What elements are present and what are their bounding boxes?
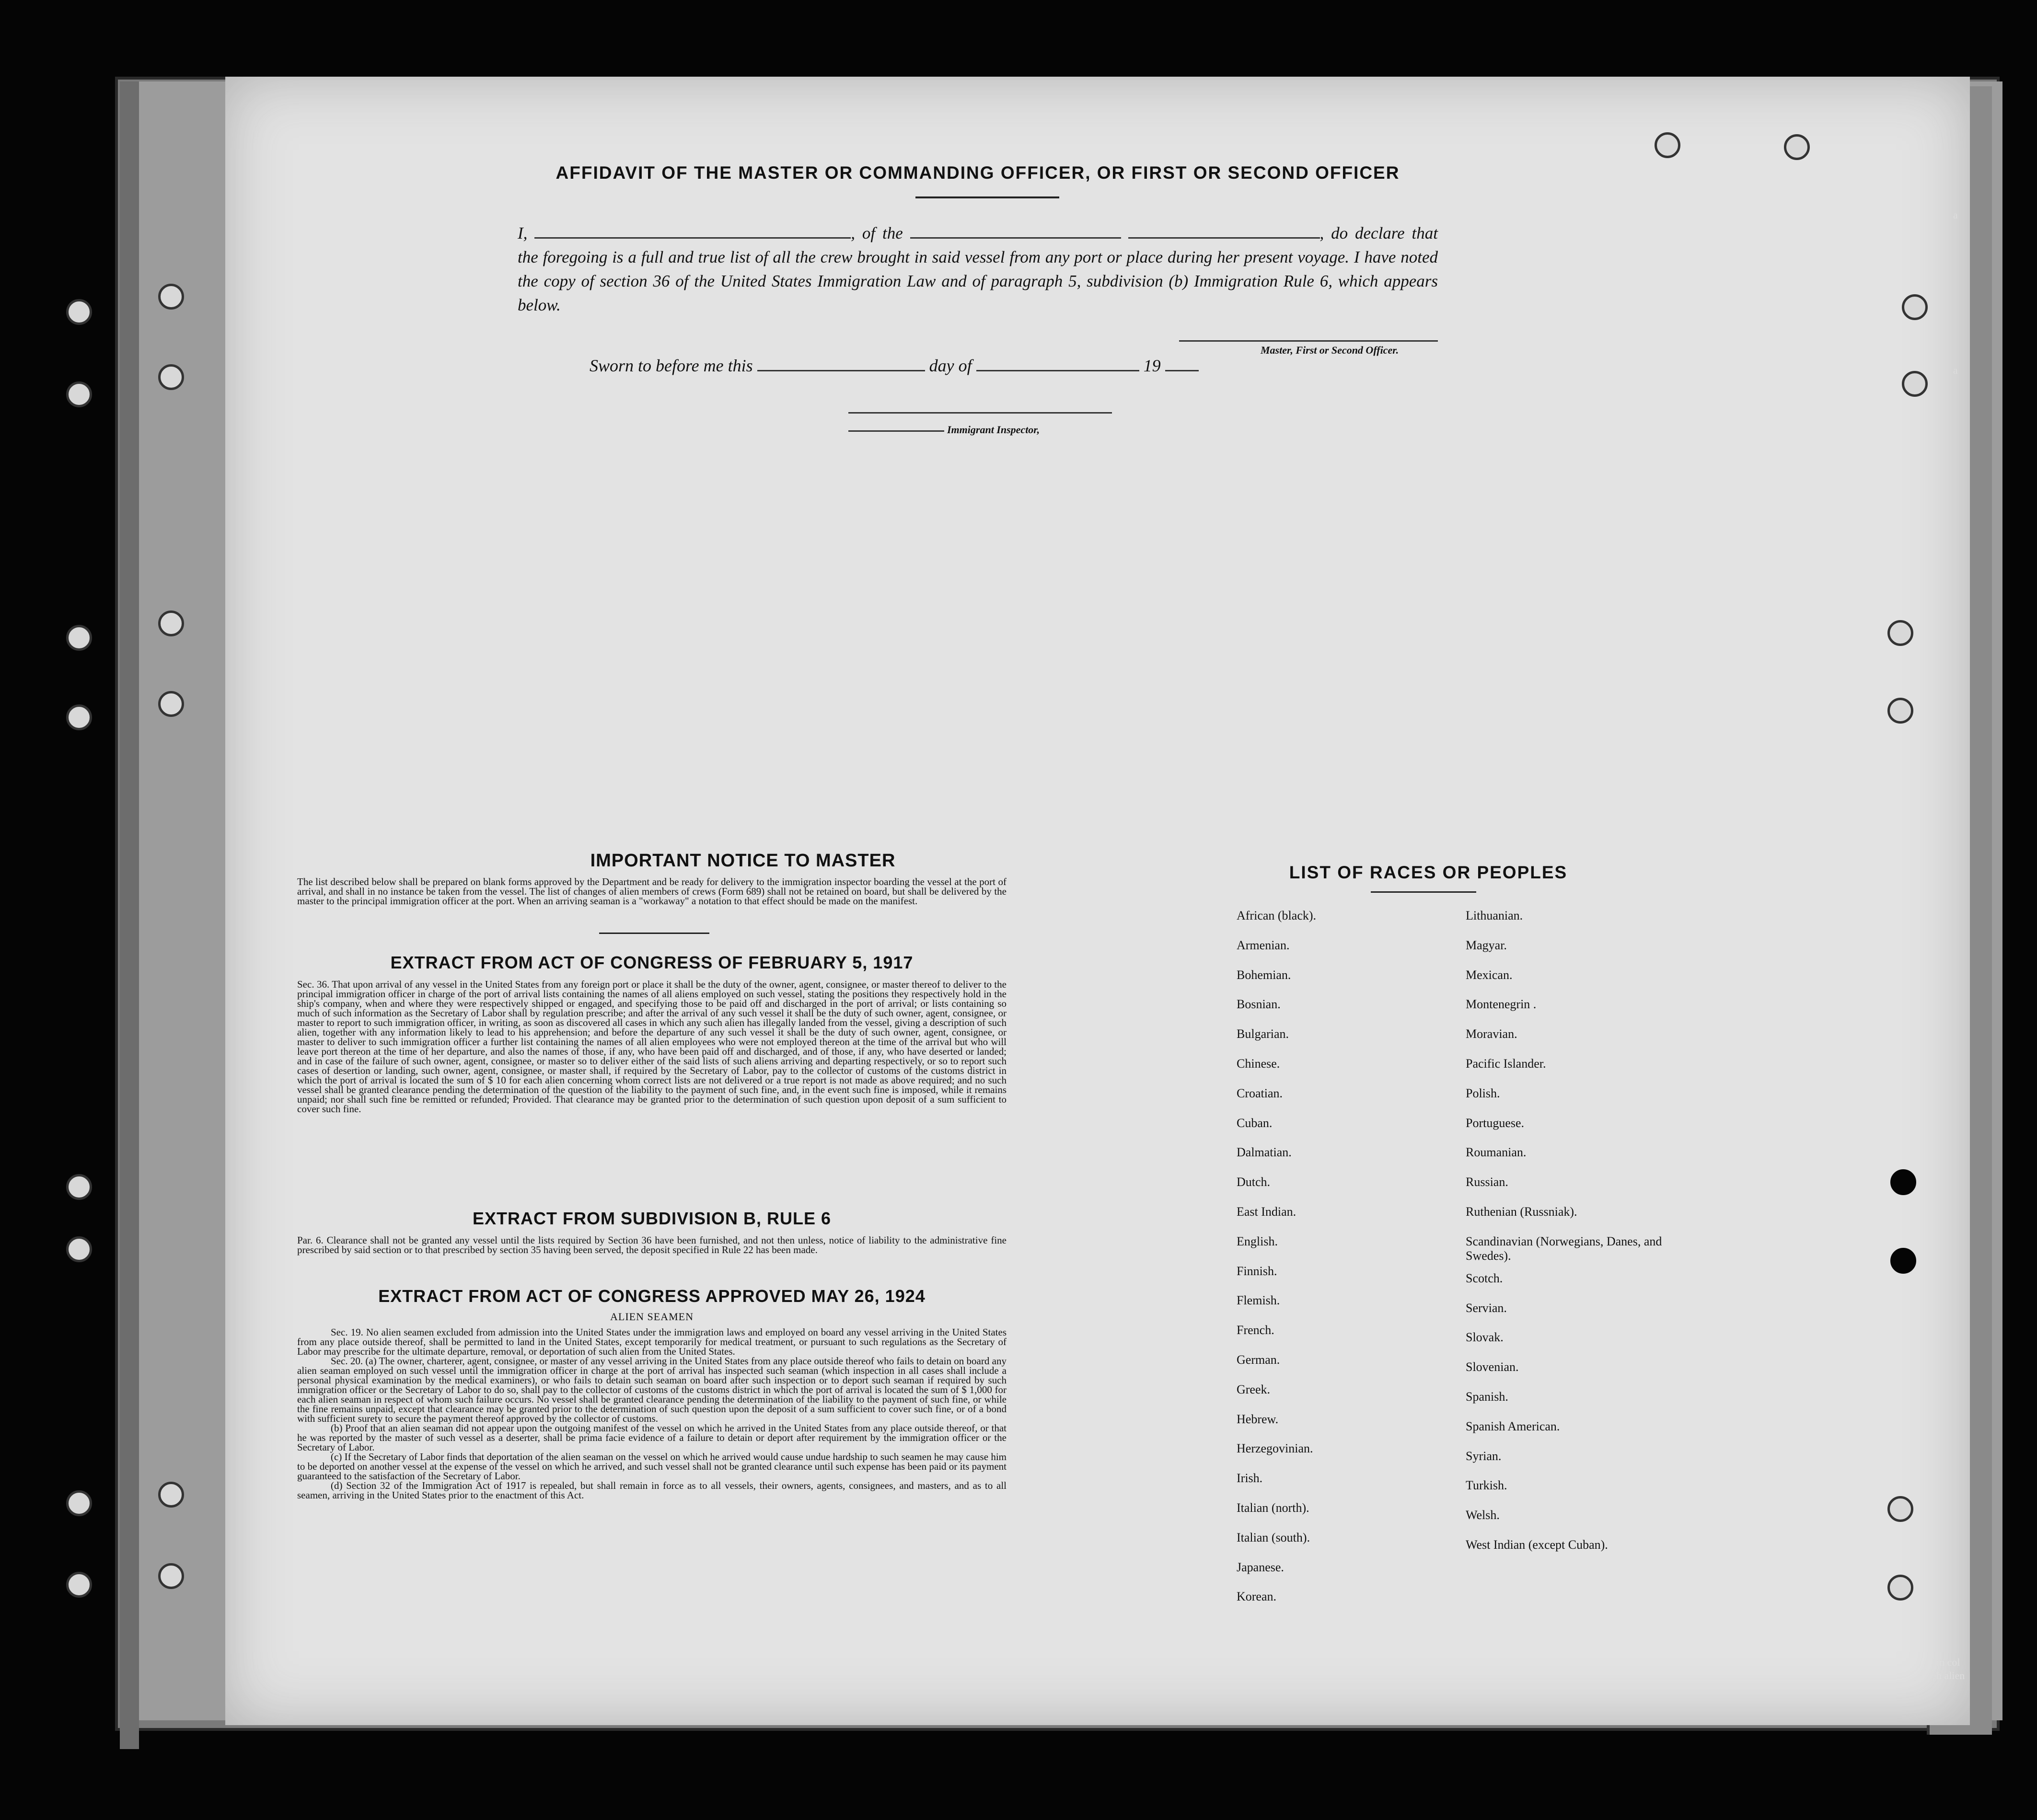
race-item: Croatian. — [1237, 1086, 1283, 1100]
name-field[interactable] — [534, 224, 851, 239]
race-item: Mexican. — [1466, 968, 1513, 982]
extract-rule6-title: EXTRACT FROM SUBDIVISION B, RULE 6 — [472, 1209, 832, 1228]
race-item: Scotch. — [1466, 1271, 1503, 1285]
race-item: German. — [1237, 1352, 1280, 1367]
extract-1917-body: Sec. 36. That upon arrival of any vessel in the United States from any foreign port or place it shall be the duty of the owner, agent, consignee, or master thereof to deliver to the principal immigration officer in charge of the port of arrival lists containing the names of all aliens employed on such vessel, stating the positions they respectively hold in the ship's company, when and where they were respectively shipped or engaged, and specifying those to be paid off and discharged in the port of arrival; or lists containing so much of such information as the Secretary of Labor shall by regulation prescribe; and after the arrival of any such vessel it shall be the duty of such owner, agent, consignee, or master to report to such immigration officer, in writing, as soon as discovered all cases in which any such alien has illegally landed from the vessel, giving a description of such alien, together with any information likely to lead to his apprehension; and before the departure of any such vessel it shall be the duty of such owner, agent, consignee, or master to deliver to such immigration officer a further list containing the names of all alien employees who were not employed thereon at the time of the arrival but who will leave port thereon at the time of her departure, and also the names of those, if any, who have been paid off and discharged, and of those, if any, who have deserted or landed; and in case of the failure of such owner, agent, consignee, or master so to deliver either of the said lists of such aliens arriving and departing respectively, or so to report such cases of desertion or landing, such owner, agent, consignee, or master shall, if required by the Secretary of Labor, pay to the collector of customs of the customs district in which the port of arrival is located the sum of $ 10 for each alien concerning whom correct lists are not delivered or a true report is not made as above required; and no such vessel shall be granted clearance pending the determination of the question of the liability to the payment of such fine, and, in the event such fine is imposed, while it remains unpaid; nor shall such fine be remitted or refunded; Provided. That clearance may be granted prior to the determination of such question upon deposit of a sum sufficient to cover such fine. — [297, 979, 1007, 1115]
race-item: French. — [1237, 1323, 1274, 1337]
race-item: Korean. — [1237, 1590, 1277, 1604]
race-item: Scandinavian (Norwegians, Danes, and Swedes). — [1466, 1234, 1662, 1263]
sworn-day-field[interactable] — [757, 356, 925, 371]
declaration-of-the: , of the — [851, 224, 903, 242]
race-item: Cuban. — [1237, 1116, 1273, 1130]
extract-1917-title: EXTRACT FROM ACT OF CONGRESS OF FEBRUARY 5, 1917 — [390, 953, 914, 972]
sworn-line — [590, 356, 1199, 376]
race-item: Syrian. — [1466, 1449, 1502, 1463]
race-item: Hebrew. — [1237, 1412, 1279, 1426]
margin-mark: in col — [1936, 1656, 1960, 1668]
sworn-year-field[interactable] — [1165, 356, 1199, 371]
signature-caption: Master, First or Second Officer. — [1261, 344, 1399, 356]
race-item: Bohemian. — [1237, 968, 1291, 982]
sworn-prefix: Sworn to before me this — [590, 356, 753, 375]
race-item: Portuguese. — [1466, 1116, 1525, 1130]
race-item: Russian. — [1466, 1175, 1508, 1189]
race-item: Flemish. — [1237, 1293, 1280, 1308]
race-item: East Indian. — [1237, 1204, 1296, 1219]
race-item: Polish. — [1466, 1086, 1500, 1100]
extract-1924-subtitle: ALIEN SEAMEN — [610, 1311, 694, 1323]
race-item: Japanese. — [1237, 1560, 1284, 1574]
race-item: Servian. — [1466, 1301, 1507, 1315]
race-item: Roumanian. — [1466, 1145, 1527, 1160]
race-item: Italian (north). — [1237, 1500, 1309, 1515]
margin-mark: a — [1953, 364, 1958, 376]
races-list-right — [1466, 909, 1667, 1567]
divider — [915, 196, 1059, 198]
master-signature-line[interactable] — [1179, 340, 1438, 342]
divider — [1371, 891, 1476, 893]
race-item: Moravian. — [1466, 1027, 1517, 1041]
sworn-month-field[interactable] — [976, 356, 1139, 371]
vessel-field-2[interactable] — [1128, 224, 1320, 239]
extract-1924-paragraph: (d) Section 32 of the Immigration Act of 1917 is repealed, but shall remain in force as to all vessels, their owners, agents, consignees, and masters, and as to all seamen, arriving in the United States prior to the enactment of this Act. — [297, 1480, 1007, 1501]
race-item: English. — [1237, 1234, 1278, 1248]
affidavit-declaration — [518, 221, 1438, 317]
sworn-year: 19 — [1143, 356, 1161, 375]
race-item: West Indian (except Cuban). — [1466, 1537, 1608, 1552]
notice-title: IMPORTANT NOTICE TO MASTER — [590, 851, 896, 871]
races-list-left — [1237, 909, 1438, 1619]
race-item: Spanish American. — [1466, 1419, 1560, 1433]
extract-1924-paragraph: Sec. 20. (a) The owner, charterer, agent, consignee, or master of any vessel arriving in the United States from any place outside thereof who fails to detain on board any alien seaman employed on such vessel until the immigration officer in charge at the port of arrival has inspected such seaman (which inspection in all cases shall include a personal physical examination by the medical examiners), or who fails to detain such seaman on board after such inspection or to deport such seaman if required by such immigration officer or the Secretary of Labor to do so, shall pay to the collector of customs of the customs district in which the port of arrival is located the sum of $ 1,000 for each alien seaman in respect of whom such failure occurs. No vessel shall be granted clearance pending the determination of the liability to the payment of such fine, or while the fine remains unpaid, except that clearance may be granted prior to the determination of such question upon the deposit of a sum sufficient to cover such fine, or of a bond with sufficient surety to secure the payment thereof approved by the collector of customs. — [297, 1355, 1007, 1424]
race-item: Ruthenian (Russniak). — [1466, 1204, 1577, 1219]
race-item: Bosnian. — [1237, 997, 1281, 1012]
inspector-signature-line[interactable] — [848, 412, 1112, 414]
extract-1924-paragraph: (b) Proof that an alien seaman did not appear upon the outgoing manifest of the vessel on which he arrived in the United States from any place outside thereof, or that he was reported by the master of such vessel as a deserter, shall be prima facie evidence of a failure to detain or deport after requirement by the immigration officer or the Secretary of Labor. — [297, 1422, 1007, 1453]
race-item: Finnish. — [1237, 1264, 1277, 1278]
race-item: Magyar. — [1466, 938, 1507, 952]
race-item: Turkish. — [1466, 1478, 1507, 1493]
margin-mark: a — [1953, 209, 1958, 221]
affidavit-title: AFFIDAVIT OF THE MASTER OR COMMANDING OFFICER, OR FIRST OR SECOND OFFICER — [556, 163, 1400, 183]
race-item: Spanish. — [1466, 1389, 1508, 1404]
extract-rule6-body: Par. 6. Clearance shall not be granted any vessel until the lists required by Section 36 have been furnished, and not then unless, notice of liability to the administrative fine prescribed by said section or to that prescribed by section 35 having been served, the deposit specified in Rule 22 has been made. — [297, 1235, 1007, 1256]
declaration-body: that the foregoing is a full and true list of all the crew brought in said vessel from any port or place during her present voyage. I have noted the copy of section 36 of the United States Immigration Law and of paragraph 5, subdivision (b) Immigration Rule 6, which appears below. — [518, 224, 1438, 314]
race-item: Greek. — [1237, 1382, 1271, 1396]
race-item: Pacific Islander. — [1466, 1056, 1546, 1071]
sworn-day-of: day of — [929, 356, 972, 375]
margin-mark: h alien — [1936, 1670, 1965, 1682]
declaration-start: I, — [518, 224, 528, 242]
race-item: African (black). — [1237, 909, 1317, 922]
race-item: Welsh. — [1466, 1508, 1500, 1522]
race-item: Italian (south). — [1237, 1530, 1310, 1544]
race-item: Armenian. — [1237, 938, 1290, 952]
race-item: Montenegrin . — [1466, 997, 1537, 1012]
inspector-line-short — [848, 430, 944, 432]
race-item: Dalmatian. — [1237, 1145, 1292, 1160]
race-item: Chinese. — [1237, 1056, 1280, 1071]
race-item: Slovak. — [1466, 1330, 1504, 1345]
race-item: Herzegovinian. — [1237, 1441, 1313, 1456]
inspector-caption: Immigrant Inspector, — [947, 424, 1040, 436]
race-item: Bulgarian. — [1237, 1027, 1289, 1041]
race-item: Irish. — [1237, 1471, 1263, 1486]
vessel-field[interactable] — [910, 224, 1121, 239]
races-title: LIST OF RACES OR PEOPLES — [1289, 863, 1568, 882]
divider — [599, 933, 709, 934]
extract-1924-title: EXTRACT FROM ACT OF CONGRESS APPROVED MAY 26, 1924 — [378, 1286, 926, 1306]
extract-1924-paragraph: (c) If the Secretary of Labor finds that deportation of the alien seaman on the vessel on which he arrived would cause undue hardship to such seamen he may cause him to be deported on another vessel at the expense of the vessel on which he arrived, and such vessel shall not be granted clearance until such expense has been paid or its payment guaranteed to the satisfaction of the Secretary of Labor. — [297, 1451, 1007, 1482]
race-item: Slovenian. — [1466, 1360, 1519, 1374]
race-item: Dutch. — [1237, 1175, 1271, 1189]
extract-1924-paragraph: Sec. 19. No alien seamen excluded from admission into the United States under the immigration laws and employed on board any vessel arriving in the United States from any place outside thereof, shall be permitted to land in the United States, except temporarily for medical treatment, or pursuant to such regulations as the Secretary of Labor may prescribe for the ultimate departure, removal, or deportation of such alien from the United States. — [297, 1327, 1007, 1357]
declaration-do-declare: , do declare — [1319, 224, 1405, 242]
race-item: Lithuanian. — [1466, 909, 1523, 922]
notice-body: The list described below shall be prepared on blank forms approved by the Department and be ready for delivery to the immigration inspector boarding the vessel at the port of arrival, and shall in no instance be taken from the vessel. The list of changes of alien members of crews (Form 689) shall not be retained on board, but shall be delivered by the master to the principal immigration officer at the port. When an arriving seaman is a "workaway" a notation to that effect should be made on the manifest. — [297, 877, 1007, 907]
extract-1924-body — [297, 1327, 1007, 1593]
